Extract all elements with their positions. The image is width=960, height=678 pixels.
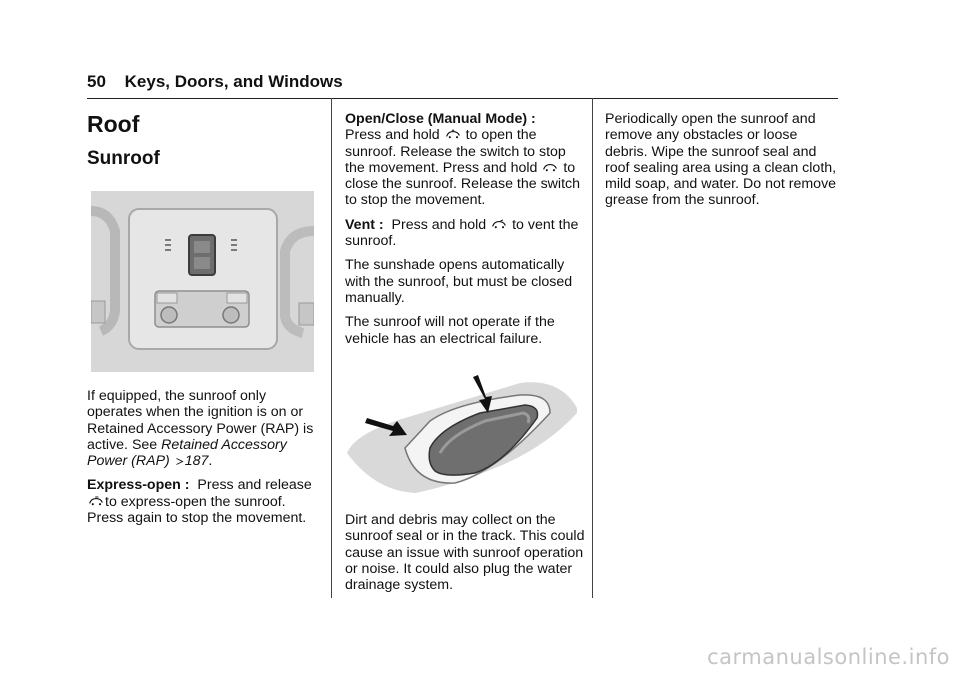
column-2 [345, 111, 585, 355]
rap-page-ref[interactable]: 187 [184, 453, 209, 470]
maintenance-paragraph: Periodically open the sunroof and remove any obstacles or loose debris. Wipe the sunroof seal and roof sealing area using a clean cloth, mild soap, and water. Do not remove grease from the sunroof. [605, 111, 837, 209]
vent-term: Vent : [345, 216, 384, 233]
car-open-icon [445, 128, 461, 140]
manual-mode-paragraph: Open/Close (Manual Mode) : Press and hold to open the sunroof. Release the switch to stop the movement. Press and hold to close the sunroof. Release the switch to stop the movement. [345, 111, 581, 209]
column-divider-1 [331, 98, 332, 598]
page-header [87, 72, 343, 92]
dirt-debris-paragraph: Dirt and debris may collect on the sunroof seal or in the track. This could cause an issue with sunroof operation or noise. It could also plug the water drainage system. [345, 512, 585, 594]
car-vent-icon [491, 218, 507, 230]
ignition-paragraph: If equipped, the sunroof only operates when the ignition is on or Retained Accessory Power (RAP) is active. See Retained Accessory Power (RAP) 187. [87, 388, 314, 470]
column-divider-2 [592, 98, 593, 598]
electrical-failure-paragraph: The sunroof will not operate if the vehicle has an electrical failure. [345, 314, 555, 347]
chapter-title: Keys, Doors, and Windows [124, 72, 343, 91]
page-number: 50 [87, 72, 106, 91]
express-open-term: Express-open : [87, 477, 190, 494]
sunshade-paragraph: The sunshade opens automatically with the sunroof, but must be closed manually. [345, 257, 573, 306]
vent-paragraph: Vent : Press and hold to vent the sunroof. [345, 216, 579, 250]
column-2-lower [345, 512, 585, 601]
express-open-paragraph: Express-open : Press and release to express-open the sunroof. Press again to stop the movement. [87, 477, 312, 527]
car-express-icon [88, 495, 104, 507]
manual-mode-term: Open/Close (Manual Mode) : [345, 111, 536, 127]
overhead-console-illustration [91, 191, 314, 372]
rap-reference[interactable]: Retained Accessory Power (RAP) [87, 436, 287, 470]
header-rule [87, 98, 838, 99]
column-1 [87, 388, 325, 534]
watermark: carmanualsonline.info [707, 645, 950, 669]
sunroof-seal-illustration [345, 373, 580, 498]
subsection-title: Sunroof [87, 148, 160, 169]
reference-arrow-icon [175, 457, 184, 466]
car-close-icon [542, 161, 558, 173]
column-3 [605, 111, 837, 217]
section-title: Roof [87, 111, 140, 137]
